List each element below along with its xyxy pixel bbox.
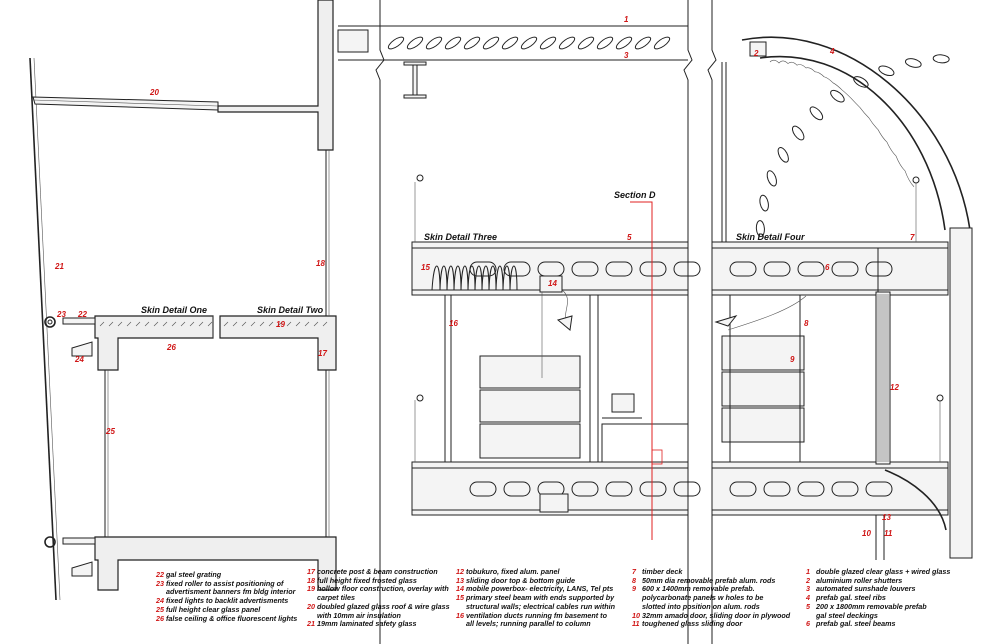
callout-16: 16	[449, 319, 458, 328]
legend-row	[307, 620, 450, 629]
legend-text: toughened glass sliding door	[642, 619, 743, 629]
floor-slab-one	[95, 316, 213, 370]
legend-number: 9	[632, 584, 636, 594]
legend-text: automated sunshade louvers	[816, 584, 916, 594]
callout-8: 8	[804, 319, 809, 328]
legend-column-1	[156, 571, 297, 623]
legend-number: 2	[806, 575, 810, 585]
legend-text: aluminium roller shutters	[816, 575, 903, 585]
title-skin-detail-one: Skin Detail One	[141, 305, 208, 315]
callout-14: 14	[548, 279, 557, 288]
legend-number: 6	[806, 619, 810, 629]
callout-23: 23	[57, 310, 66, 319]
break-line-1	[376, 0, 384, 644]
legend-row	[632, 620, 790, 629]
legend-row	[156, 615, 297, 624]
skin-detail-three	[412, 175, 700, 540]
steel-rib-inner	[760, 57, 945, 230]
steel-rib-outer	[742, 37, 970, 230]
legend-text: tobukuro, fixed alum. panel	[466, 567, 560, 576]
legend-number: 21	[307, 619, 315, 629]
legend-number: 8	[632, 575, 636, 585]
legend-text: 50mm dia removable prefab alum. rods	[642, 575, 776, 585]
legend-text: full height fixed frosted glass	[317, 575, 417, 585]
legend-text: sliding door top & bottom guide	[466, 575, 575, 585]
callout-2: 2	[754, 49, 759, 58]
callout-12: 12	[890, 383, 899, 392]
callout-25: 25	[106, 427, 115, 436]
legend-number: 26	[156, 613, 164, 623]
legend-number	[632, 594, 642, 603]
callout-1: 1	[624, 15, 629, 24]
glass-roof	[33, 97, 218, 110]
legend-row	[456, 620, 615, 629]
legend-number: 13	[456, 575, 464, 585]
legend-text: carpet tiles	[317, 593, 355, 603]
legend-text: full height clear glass panel	[166, 604, 261, 614]
legend-text: advertisment banners fm bldg interior	[166, 587, 296, 597]
laminated-glass-wall	[30, 58, 56, 600]
legend-text: fixed roller to assist positioning of	[166, 578, 284, 588]
callout-5: 5	[627, 233, 632, 242]
skin-detail-four	[712, 37, 972, 560]
legend-text: slotted into position on alum. rods	[642, 601, 760, 611]
legend-number: 25	[156, 604, 164, 614]
legend-column-4	[632, 568, 790, 629]
legend-number: 17	[307, 567, 315, 576]
legend-number: 22	[156, 570, 164, 579]
callout-22: 22	[78, 310, 87, 319]
title-skin-detail-four: Skin Detail Four	[736, 232, 805, 242]
callout-6: 6	[825, 263, 830, 272]
legend-number: 24	[156, 596, 164, 606]
legend-number: 5	[806, 601, 810, 611]
legend-number: 10	[632, 610, 640, 620]
legend-number: 16	[456, 610, 464, 620]
legend-column-5	[806, 568, 950, 629]
legend-text: prefab gal. steel ribs	[816, 593, 886, 603]
monitor	[612, 394, 634, 412]
legend-text: prefab gal. steel beams	[816, 619, 896, 629]
callout-18: 18	[316, 259, 325, 268]
legend-text: gal steel grating	[166, 570, 222, 579]
legend-text: 32mm amado door, sliding door in plywood	[642, 610, 791, 620]
callout-7: 7	[910, 233, 915, 242]
legend-number: 3	[806, 584, 810, 594]
callout-9: 9	[790, 355, 795, 364]
callout-13: 13	[882, 513, 891, 522]
deck-upper	[412, 242, 688, 248]
legend-text: 600 x 1400mm removable prefab.	[642, 584, 755, 594]
skin-detail-one-two	[30, 0, 336, 600]
legend-text: with 10mm air insulation	[317, 610, 401, 620]
desk	[602, 424, 688, 462]
title-skin-detail-two: Skin Detail Two	[257, 305, 324, 315]
title-section-d: Section D	[614, 190, 656, 200]
legend-text: all levels; running parallel to column	[466, 619, 591, 629]
legend-row	[806, 620, 950, 629]
legend-text: ventilation ducts running fm basement to	[466, 610, 607, 620]
legend-column-3	[456, 568, 615, 629]
callout-10: 10	[862, 529, 871, 538]
callout-20: 20	[150, 88, 159, 97]
backlit-light	[72, 342, 92, 356]
legend-text: primary steel beam with ends supported by	[466, 593, 615, 603]
legend-text: 200 x 1800mm removable prefab	[816, 601, 927, 611]
legend-text: polycarbonate panels w holes to be	[642, 593, 764, 603]
legend-number: 11	[632, 619, 640, 629]
legend-number: 1	[806, 567, 810, 576]
callout-19: 19	[276, 320, 285, 329]
legend-text: concrete post & beam construction	[317, 567, 438, 576]
callout-26: 26	[167, 343, 176, 352]
roof-beam-detail	[338, 26, 688, 98]
legend-number: 23	[156, 578, 164, 588]
legend-text: gal steel deckings	[816, 610, 878, 620]
roller-shutter	[770, 60, 914, 187]
legend-number: 20	[307, 601, 315, 611]
legend-text: double glazed clear glass + wired glass	[816, 567, 951, 576]
legend-text: false ceiling & office fluorescent lights	[166, 613, 298, 623]
callout-17: 17	[318, 349, 327, 358]
legend-number: 18	[307, 575, 315, 585]
callout-21: 21	[55, 262, 64, 271]
legend-number: 19	[307, 584, 315, 594]
outer-frame	[950, 228, 972, 558]
legend-number: 4	[806, 593, 810, 603]
legend-number: 7	[632, 567, 636, 576]
sunshade-louvers	[387, 35, 672, 51]
legend-number: 15	[456, 593, 464, 603]
callout-3: 3	[624, 51, 629, 60]
legend-number: 14	[456, 584, 464, 594]
legend-text: structural walls; electrical cables run within	[466, 601, 615, 611]
callout-4: 4	[830, 47, 835, 56]
deck-lower	[412, 462, 688, 468]
legend-column-2	[307, 568, 450, 629]
legend-text: 19mm laminated safety glass	[317, 619, 417, 629]
polycarbonate-panel	[722, 336, 804, 370]
legend-text: hollow floor construction, overlay with	[317, 584, 449, 594]
legend-number: 12	[456, 567, 464, 576]
legend-number	[456, 620, 466, 629]
callout-15: 15	[421, 263, 430, 272]
callout-11: 11	[884, 529, 893, 538]
break-line-2	[684, 0, 692, 644]
legend-text: timber deck	[642, 567, 683, 576]
callout-24: 24	[75, 355, 84, 364]
top-concrete-slab	[218, 0, 333, 150]
legend-text: fixed lights to backlit advertisments	[166, 596, 289, 606]
title-skin-detail-three: Skin Detail Three	[424, 232, 498, 242]
legend-text: mobile powerbox- electricity, LANS, Tel pts	[466, 584, 614, 594]
legend-text: doubled glazed glass roof & wire glass	[317, 601, 450, 611]
